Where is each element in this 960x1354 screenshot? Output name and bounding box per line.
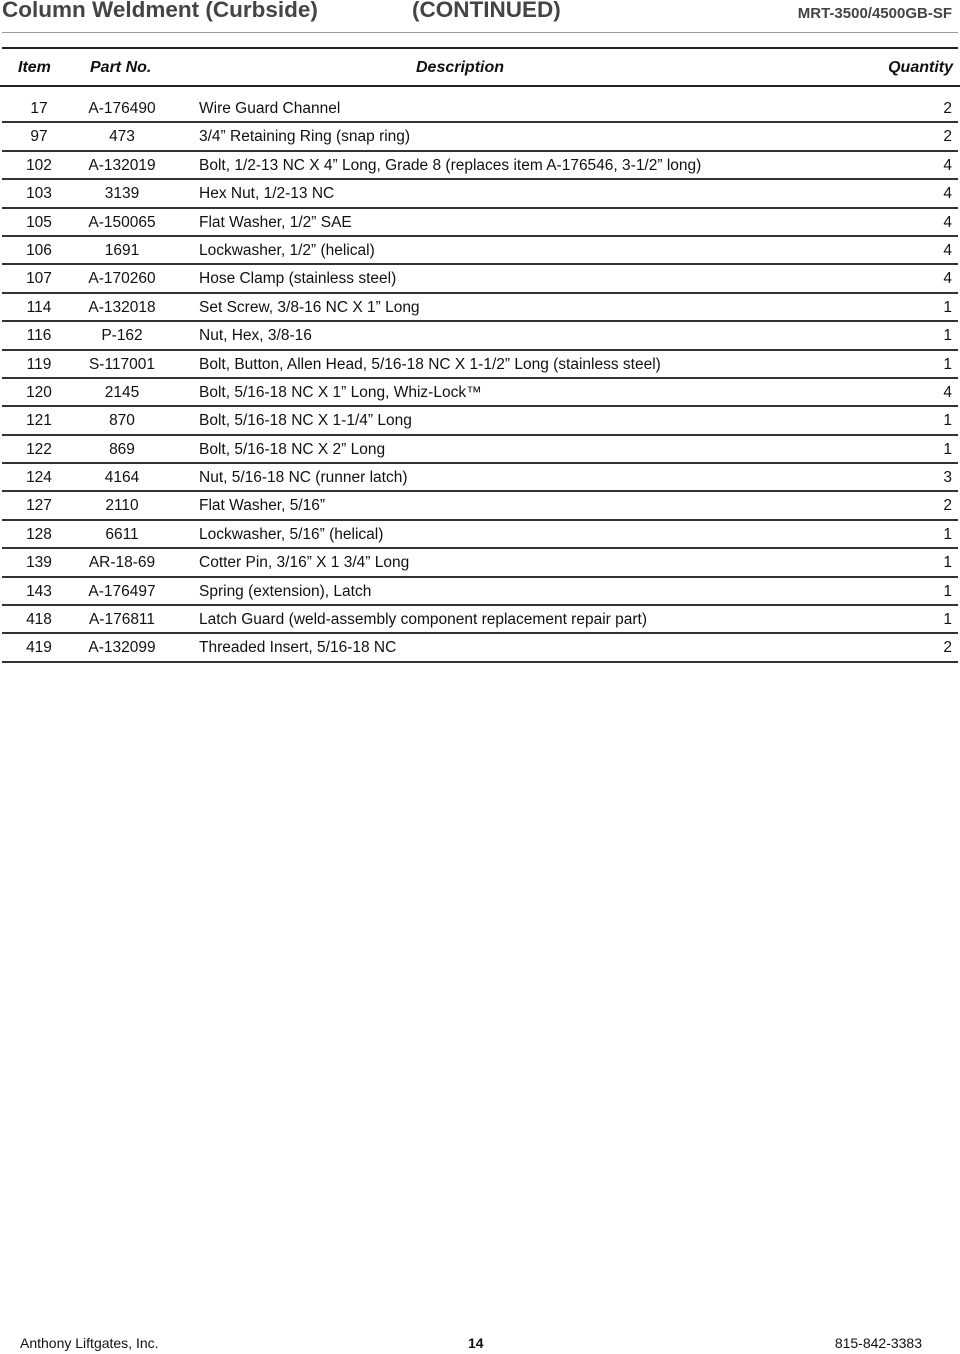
- part-description: Hex Nut, 1/2-13 NC: [199, 185, 335, 203]
- table-row: [2, 549, 958, 577]
- part-number: A-132099: [88, 639, 156, 657]
- part-description: Spring (extension), Latch: [199, 582, 372, 600]
- part-number: 473: [109, 128, 135, 146]
- part-number: A-176811: [88, 611, 156, 629]
- part-quantity: 1: [943, 611, 952, 629]
- part-description: 3/4” Retaining Ring (snap ring): [199, 128, 411, 146]
- part-description: Bolt, 5/16-18 NC X 1” Long, Whiz-Lock™: [199, 383, 482, 401]
- part-description: Flat Washer, 5/16”: [199, 497, 326, 515]
- page-footer: [0, 1334, 960, 1354]
- item-number: 119: [26, 355, 52, 373]
- column-header-item: Item: [18, 59, 51, 76]
- part-number: 3139: [104, 185, 140, 203]
- item-number: 120: [26, 383, 52, 401]
- item-number: 105: [26, 213, 52, 231]
- part-description: Lockwasher, 5/16” (helical): [199, 525, 384, 543]
- part-number: 4164: [104, 469, 140, 487]
- table-row: [2, 237, 958, 265]
- part-description: Cotter Pin, 3/16” X 1 3/4” Long: [199, 554, 410, 572]
- part-quantity: 4: [943, 241, 952, 259]
- part-number: A-150065: [88, 213, 156, 231]
- table-row: [2, 123, 958, 151]
- table-row: [2, 322, 958, 350]
- part-number: 869: [109, 440, 135, 458]
- part-quantity: 2: [943, 100, 952, 117]
- table-row: [2, 294, 958, 322]
- part-description: Lockwasher, 1/2” (helical): [199, 241, 375, 259]
- table-row: [2, 492, 958, 520]
- part-quantity: 2: [943, 639, 952, 657]
- item-number: 418: [26, 611, 52, 629]
- part-description: Bolt, Button, Allen Head, 5/16-18 NC X 1-1/2” Long (stainless steel): [199, 355, 661, 373]
- table-row: [2, 521, 958, 549]
- item-number: 128: [26, 525, 52, 543]
- part-description: Latch Guard (weld-assembly component replacement repair part): [199, 611, 647, 629]
- table-row: [2, 407, 958, 435]
- part-quantity: 1: [943, 298, 952, 316]
- item-number: 116: [26, 327, 52, 345]
- part-number: A-176490: [88, 100, 156, 117]
- part-number: 2145: [104, 383, 140, 401]
- part-quantity: 4: [943, 185, 952, 203]
- part-description: Threaded Insert, 5/16-18 NC: [199, 639, 397, 657]
- part-description: Bolt, 1/2-13 NC X 4” Long, Grade 8 (replaces item A-176546, 3-1/2” long): [199, 156, 702, 174]
- item-number: 107: [26, 270, 52, 288]
- table-row: [2, 379, 958, 407]
- part-quantity: 3: [943, 469, 952, 487]
- part-quantity: 4: [943, 383, 952, 401]
- item-number: 122: [26, 440, 52, 458]
- part-description: Nut, 5/16-18 NC (runner latch): [199, 469, 408, 487]
- part-number: P-162: [101, 327, 143, 345]
- item-number: 102: [26, 156, 52, 174]
- continued-label: (CONTINUED): [412, 0, 561, 22]
- part-quantity: 2: [943, 128, 952, 146]
- part-number: 2110: [105, 497, 139, 515]
- part-number: A-132018: [88, 298, 156, 316]
- table-row: [2, 152, 958, 180]
- part-description: Wire Guard Channel: [199, 100, 341, 117]
- part-number: A-170260: [88, 270, 156, 288]
- part-quantity: 1: [943, 582, 952, 600]
- part-description: Set Screw, 3/8-16 NC X 1” Long: [199, 298, 420, 316]
- part-description: Bolt, 5/16-18 NC X 2” Long: [199, 440, 386, 458]
- item-number: 106: [26, 241, 52, 259]
- column-header-part-no: Part No.: [90, 59, 152, 76]
- item-number: 419: [26, 639, 52, 657]
- part-quantity: 1: [943, 355, 952, 373]
- page-title: Column Weldment (Curbside): [2, 0, 318, 22]
- table-row: [2, 464, 958, 492]
- part-description: Hose Clamp (stainless steel): [199, 270, 397, 288]
- page-header: [0, 0, 960, 34]
- part-quantity: 4: [943, 213, 952, 231]
- part-description: Nut, Hex, 3/8-16: [199, 327, 312, 345]
- header-divider: [2, 32, 958, 33]
- part-number: AR-18-69: [88, 554, 156, 572]
- item-number: 124: [26, 469, 52, 487]
- part-number: 870: [109, 412, 135, 430]
- table-row: [2, 265, 958, 293]
- item-number: 103: [26, 185, 52, 203]
- part-quantity: 2: [943, 497, 952, 515]
- page-number: 14: [468, 1335, 484, 1351]
- part-number: 6611: [105, 525, 139, 543]
- table-row: [2, 578, 958, 606]
- part-quantity: 1: [943, 525, 952, 543]
- part-description: Bolt, 5/16-18 NC X 1-1/4” Long: [199, 412, 412, 430]
- item-number: 97: [30, 128, 48, 146]
- table-row: [2, 95, 958, 123]
- model-number: MRT-3500/4500GB-SF: [797, 5, 952, 22]
- part-quantity: 1: [943, 554, 952, 572]
- item-number: 139: [26, 554, 52, 572]
- item-number: 143: [26, 582, 52, 600]
- part-quantity: 1: [943, 440, 952, 458]
- part-number: A-132019: [88, 156, 156, 174]
- part-quantity: 1: [943, 412, 952, 430]
- phone-number: 815-842-3383: [834, 1335, 922, 1351]
- part-quantity: 4: [943, 270, 952, 288]
- table-row: [2, 634, 958, 662]
- part-quantity: 4: [943, 156, 952, 174]
- table-header: [0, 49, 960, 87]
- part-quantity: 1: [943, 327, 952, 345]
- table-row: [2, 606, 958, 634]
- table-row: [2, 209, 958, 237]
- parts-table-body: [2, 95, 958, 663]
- item-number: 121: [26, 412, 52, 430]
- item-number: 127: [26, 497, 52, 515]
- part-number: A-176497: [88, 582, 156, 600]
- column-header-description: Description: [416, 59, 505, 76]
- table-row: [2, 351, 958, 379]
- table-row: [2, 180, 958, 208]
- part-description: Flat Washer, 1/2” SAE: [199, 213, 352, 231]
- item-number: 114: [26, 298, 52, 316]
- table-row: [2, 436, 958, 464]
- part-number: 1691: [104, 241, 140, 259]
- column-header-quantity: Quantity: [888, 59, 953, 76]
- item-number: 17: [30, 100, 48, 117]
- company-name: Anthony Liftgates, Inc.: [20, 1335, 159, 1351]
- part-number: S-117001: [88, 355, 156, 373]
